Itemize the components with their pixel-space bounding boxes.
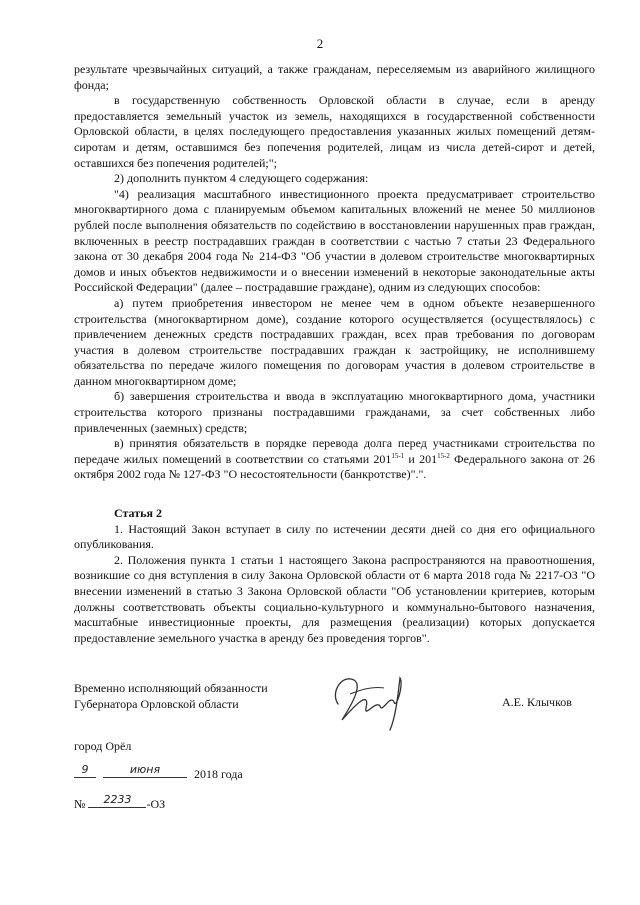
document-body [74,62,595,646]
paragraph: в государственную собственность Орловской области в случае, если в аренду предоставляется земельный участок из земель, находящихся в государственной собственности Орловской области, в целях последующего предоставления указанных жилых помещений детям-сиротам и детям, оставшимся без попечения родителей, лицам из числа детей-сирот и детей, оставшихся без попечения родителей;"; [74,93,595,170]
superscript: 15-2 [437,451,450,460]
law-number [74,795,165,812]
paragraph-text: и 201 [404,451,438,466]
page-number: 2 [316,36,324,51]
signing-date [74,765,243,782]
paragraph: 2. Положения пункта 1 статьи 1 настоящего Закона распространяются на правоотношения, возникшие со дня вступления в силу Закона Орловской области от 6 марта 2018 года № 2217-ОЗ "О внесении изменений в статью 3 Закона Орловской области "Об установлении критериев, которым должны соответствовать объекты социально-культурного и коммунально-бытового назначения, масштабные инвестиционные проекты, для размещения (реализации) которых допускается предоставление земельного участка в аренду без проведения торгов". [74,552,595,645]
paragraph [74,436,595,483]
paragraph: "4) реализация масштабного инвестиционного проекта предусматривает строительство многоквартирного дома с планируемым объемом капитальных вложений не менее 50 миллионов рублей после выполнения обязательств по содействию в восстановлении нарушенных прав граждан, включенных в реестр пострадавших граждан в соответствии с частью 7 статьи 23 Федерального закона от 30 декабря 2004 года № 214-ФЗ "Об участии в долевом строительстве многоквартирных домов и иных объектов недвижимости и о внесении изменений в некоторые законодательные акты Российской Федерации" (далее – пострадавшие граждане), одним из следующих способов: [74,186,595,295]
paragraph-text: в) принятия обязательств в порядке перевода долга перед участниками строительства по передаче жилых помещений в соответствии со статьями 201 [74,436,595,466]
number-prefix: № [74,797,86,811]
signatory-position [74,680,268,712]
number-handwritten: 2233 [103,793,132,806]
paragraph: б) завершения строительства и ввода в эксплуатацию многоквартирного дома, участники строительства которого признаны пострадавшими гражданами, за счет собственных либо привлеченных (заемных) средств; [74,389,595,435]
city: город Орёл [74,739,132,753]
number-suffix: -ОЗ [146,797,166,811]
paragraph-text: Федерального закона от 26 октября 2002 года № 127-ФЗ "О несостоятельности (банкротстве)".". [74,451,596,482]
paragraph: результате чрезвычайных ситуаций, а также гражданам, переселяемым из аварийного жилищного фонда; [74,62,595,92]
paragraph: а) путем приобретения инвестором не менее чем в одном объекте незавершенного строительства (многоквартирном доме), создание которого осуществляется (осуществлялось) с привлечением денежных средств пострадавших граждан, всех прав требования по договорам участия в долевом строительстве пострадавших граждан к застройщику, не исполнившему обязательства по передаче жилого помещения по договорам участия в долевом строительстве в данном многоквартирном доме; [74,295,595,388]
month-blank [103,765,187,778]
signatory-position-line: Губернатора Орловской области [74,697,239,711]
number-blank [88,795,146,808]
article-heading: Статья 2 [114,506,162,521]
paragraph: 2) дополнить пунктом 4 следующего содержания: [114,171,369,186]
day-handwritten: 9 [81,763,89,776]
signatory-position-line: Временно исполняющий обязанности [74,681,268,695]
handwritten-signature [320,664,430,734]
signatory-name: А.Е. Клычков [502,695,572,709]
year-text: 2018 года [194,767,243,781]
superscript: 15-1 [391,451,405,460]
day-blank [74,765,96,778]
month-handwritten: июня [129,763,161,776]
paragraph: 1. Настоящий Закон вступает в силу по истечении десяти дней со дня его официального опубликования. [74,521,595,552]
